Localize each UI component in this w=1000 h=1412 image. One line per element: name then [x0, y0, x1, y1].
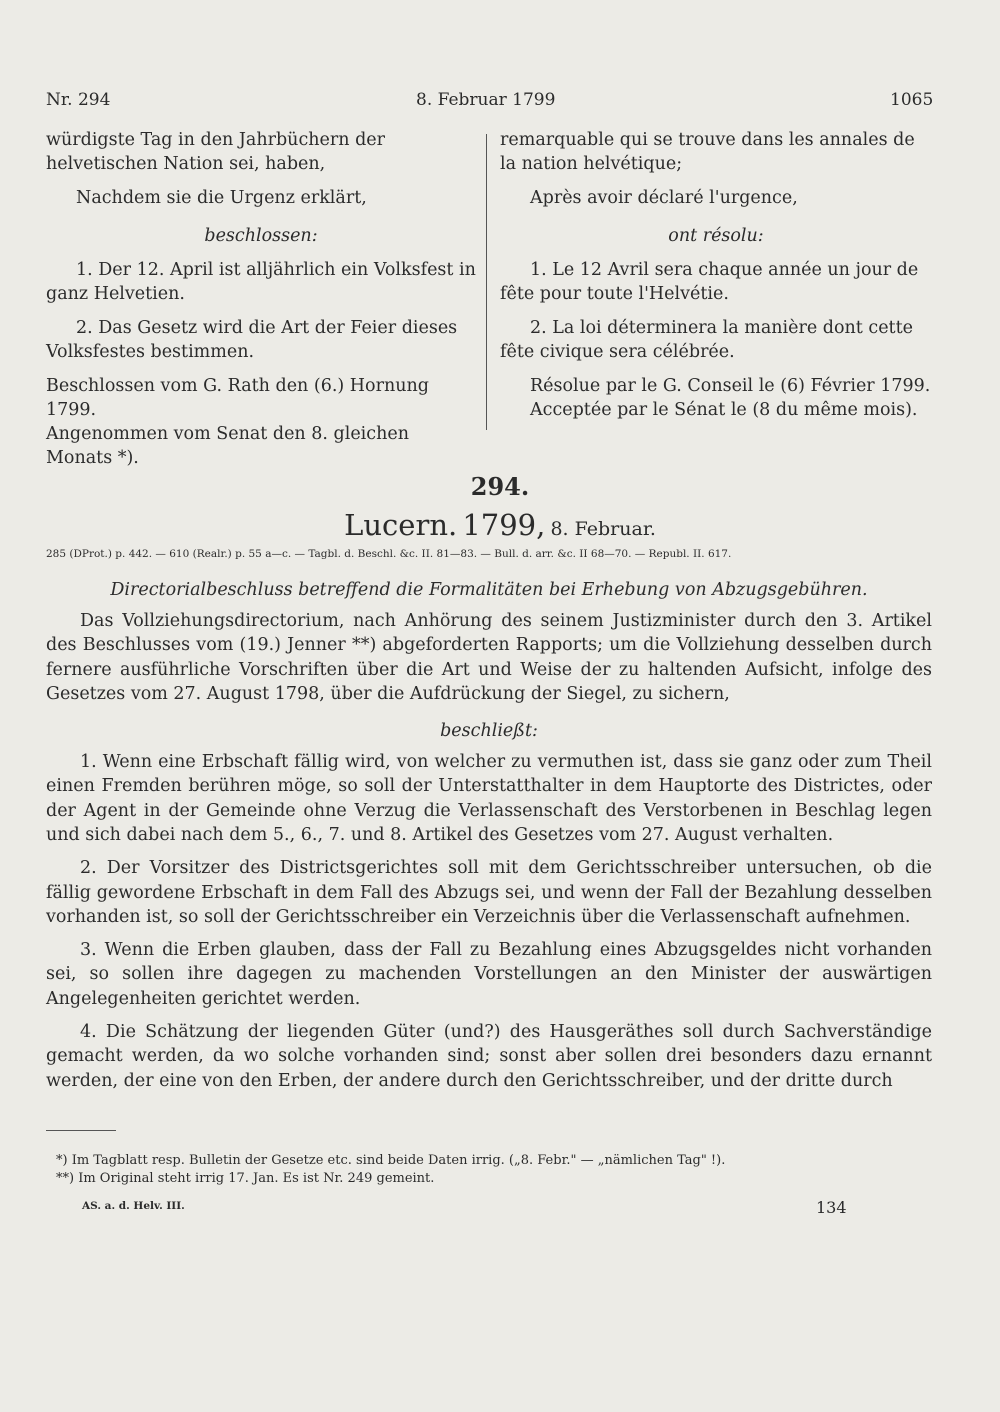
section-heading	[0, 508, 1000, 542]
fr-article-1: 1. Le 12 Avril sera chaque année un jour de fête pour toute l'Helvétie.	[500, 260, 919, 304]
footnote-rule	[46, 1130, 116, 1131]
section-place: Lucern.	[344, 508, 458, 542]
main-text	[46, 578, 932, 1093]
decree-title: Directorialbeschluss betreffend die Formalitäten bei Erhebung von Abzugsgebühren.	[110, 580, 868, 600]
header-page-number: 1065	[890, 90, 934, 110]
fr-article-2: 2. La loi déterminera la manière dont cette fête civique sera célébrée.	[500, 318, 913, 362]
article-3: 3. Wenn die Erben glauben, dass der Fall zu Bezahlung eines Abzugsgeldes nicht vorhanden sei, so sollen ihre dagegen zu machenden Vorstellungen an den Minister der auswärtigen Angelegenheiten gerichtet werden.	[46, 939, 932, 1009]
de-article-2: 2. Das Gesetz wird die Art der Feier dieses Volksfestes bestimmen.	[46, 318, 458, 362]
collection-signature: AS. a. d. Helv. III.	[82, 1200, 185, 1212]
decree-intro: Das Vollziehungsdirectorium, nach Anhörung des seinem Justizminister durch den 3. Artikel des Beschlusses vom (19.) Jenner **) abgeforderten Rapports; um die Vollziehung desselben durch fernere ausführliche Vorschriften über die Art und Weise der zu haltenden Aufsicht, infolge des Gesetzes vom 27. August 1798, über die Aufdrückung der Siegel, zu sichern,	[46, 610, 932, 705]
french-column	[500, 128, 932, 422]
sheet-number: 134	[816, 1198, 847, 1217]
de-resolved-by-council: Beschlossen vom G. Rath den (6.) Hornung 1799.	[46, 376, 429, 420]
section-references: 285 (DProt.) p. 442. — 610 (Realr.) p. 55 a—c. — Tagbl. d. Beschl. &c. II. 81—83. — Bull. d. arr. &c. II 68—70. — Republ. II. 617.	[46, 548, 732, 560]
footnote-2: **) Im Original steht irrig 17. Jan. Es ist Nr. 249 gemeint.	[56, 1171, 435, 1186]
article-2: 2. Der Vorsitzer des Districtsgerichtes soll mit dem Gerichtsschreiber untersuchen, ob die fällig gewordene Erbschaft in dem Fall des Abzugs sei, und wenn der Fall der Bezahlung desselben vorhanden ist, so soll der Gerichtsschreiber ein Verzeichnis über die Verlassenschaft aufnehmen.	[46, 857, 932, 928]
de-accepted-by-senate: Angenommen vom Senat den 8. gleichen Monats *).	[46, 424, 409, 468]
article-1: 1. Wenn eine Erbschaft fällig wird, von welcher zu vermuthen ist, dass sie ganz oder zum Theil einen Fremden berühren möge, so soll der Unterstatthalter in dem Hauptorte des Districtes, oder der Agent in der Gemeinde ohne Verzug die Verlassenschaft des Verstorbenen in Beschlag legen und sich dabei nach dem 5., 6., 7. und 8. Artikel des Gesetzes vom 27. August verhalten.	[46, 751, 932, 846]
de-continuation: würdigste Tag in den Jahrbüchern der helvetischen Nation sei, haben,	[46, 130, 385, 174]
fr-continuation: remarquable qui se trouve dans les annales de la nation helvétique;	[500, 130, 915, 174]
german-column	[46, 128, 476, 470]
footnote-1: *) Im Tagblatt resp. Bulletin der Gesetze etc. sind beide Daten irrig. („8. Febr." — „nämlichen Tag" !).	[56, 1153, 726, 1168]
de-urgency: Nachdem sie die Urgenz erklärt,	[76, 188, 367, 208]
article-4: 4. Die Schätzung der liegenden Güter (und?) des Hausgeräthes soll durch Sachverständige gemacht werden, da wo solche vorhanden sind; sonst aber sollen drei besonders dazu ernannt werden, der eine von den Erben, der andere durch den Gerichtsschreiber, und der dritte durch	[46, 1021, 932, 1091]
section-year: 1799,	[462, 508, 546, 542]
decree-resolves: beschließt:	[440, 720, 538, 741]
footnotes	[56, 1152, 916, 1188]
fr-accepted-by-senate: Acceptée par le Sénat le (8 du même mois).	[530, 400, 918, 420]
de-resolved: beschlossen:	[204, 226, 318, 246]
header-number: Nr. 294	[46, 90, 111, 110]
fr-resolved: ont résolu:	[668, 226, 764, 246]
section-number: 294.	[470, 472, 530, 501]
column-divider	[486, 134, 487, 430]
section-date: 8. Februar.	[550, 518, 656, 540]
header-date: 8. Februar 1799	[416, 90, 556, 110]
de-article-1: 1. Der 12. April ist alljährlich ein Volksfest in ganz Helvetien.	[46, 260, 476, 304]
fr-resolved-by-council: Résolue par le G. Conseil le (6) Février 1799.	[530, 376, 931, 396]
fr-urgency: Après avoir déclaré l'urgence,	[530, 188, 798, 208]
